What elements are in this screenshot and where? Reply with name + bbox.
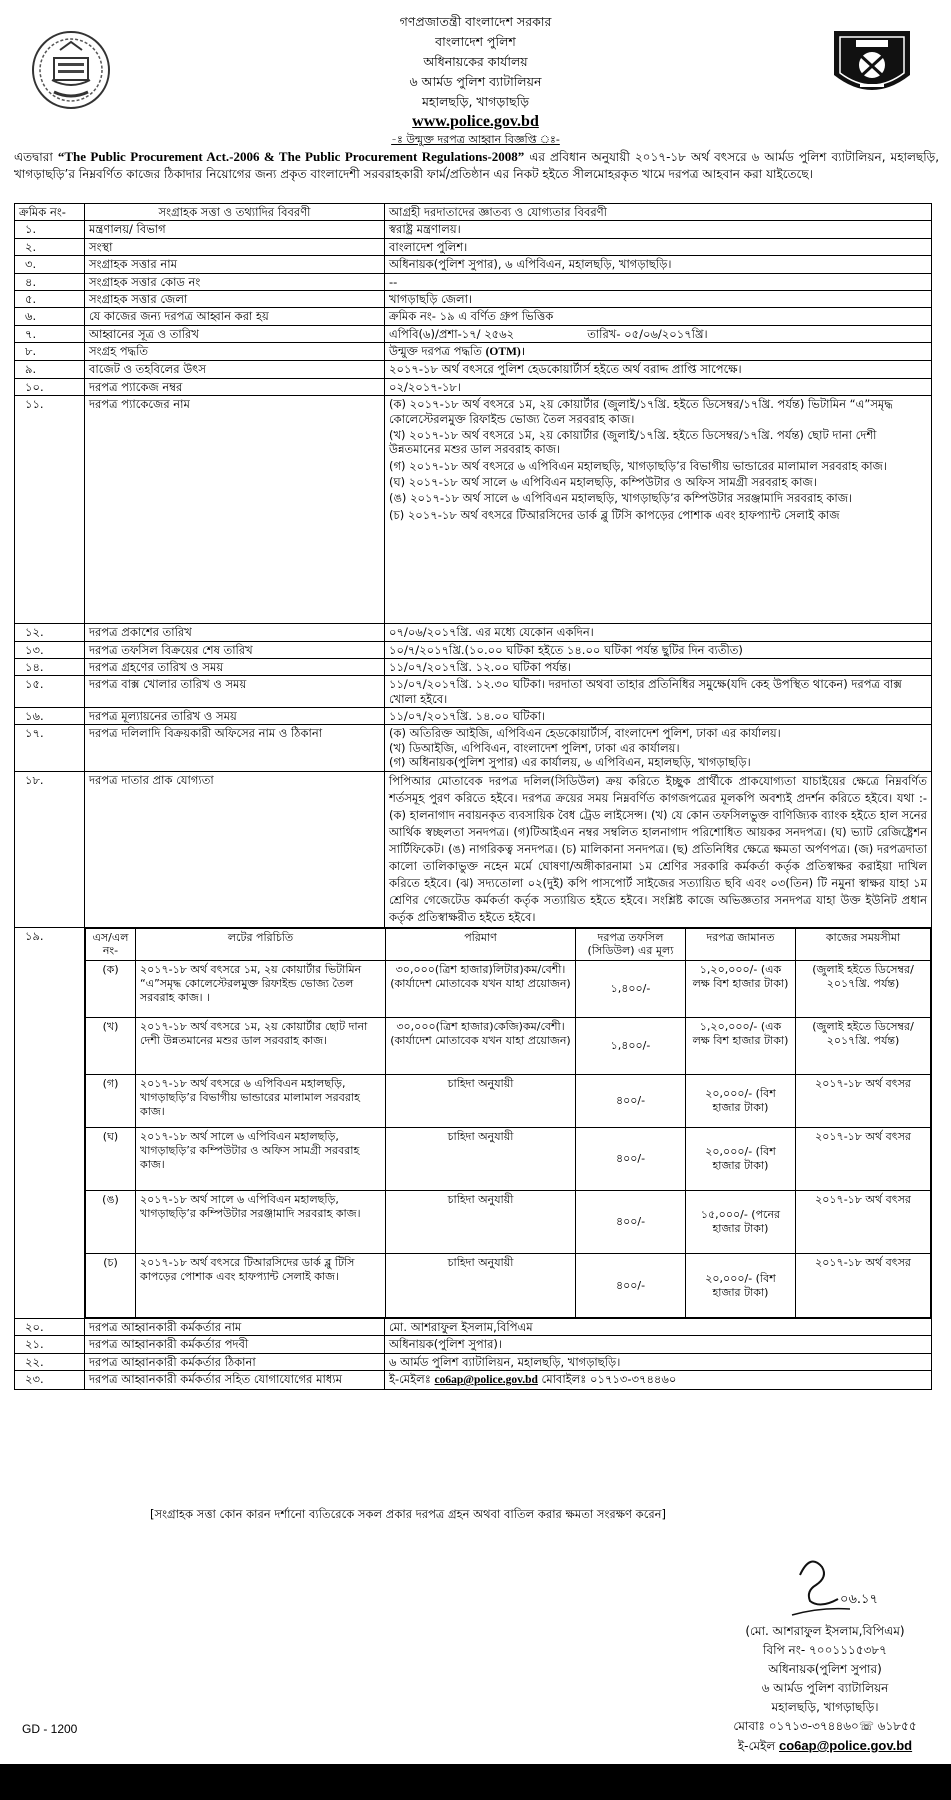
- row-serial: ৬.: [15, 308, 85, 325]
- row-serial: ১৮.: [15, 771, 85, 927]
- lot-no: (খ): [86, 1018, 136, 1075]
- table-row: [15, 624, 932, 641]
- list-item: (ঙ) ২০১৭-১৮ অর্থ সালে ৬ এপিবিএন মহালছড়ি, খাগড়াছড়ি’র কম্পিউটার সরঞ্জামাদি সরবরাহ কাজ।: [389, 491, 853, 506]
- table-row: [15, 708, 932, 725]
- lot-period: ২০১৭-১৮ অর্থ বৎসর: [796, 1075, 931, 1128]
- contact-email-link[interactable]: co6ap@police.gov.bd: [434, 1374, 538, 1387]
- row-serial: ১৭.: [15, 725, 85, 771]
- table-row-offices: [15, 725, 932, 771]
- signatory-bp: বিপি নং- ৭০০১১১৫৩৮৭: [763, 1643, 887, 1657]
- lot-desc: ২০১৭-১৮ অর্থ বৎসরে ১ম, ২য় কোয়ার্টার ছোট দানা দেশী উন্নতমানের মশুর ডাল সরবরাহ কাজ।: [136, 1018, 386, 1075]
- row-serial: ২০.: [15, 1319, 85, 1336]
- table-header-row: [15, 204, 932, 221]
- row-serial: ৩.: [15, 256, 85, 273]
- row-label: সংগ্রহ পদ্ধতি: [85, 343, 385, 361]
- signatory-email-link[interactable]: co6ap@police.gov.bd: [779, 1738, 913, 1753]
- contact-value: [385, 1371, 932, 1389]
- lot-no: (চ): [86, 1254, 136, 1318]
- signatory-name: (মো. আশরাফুল ইসলাম,বিপিএম): [745, 1624, 905, 1638]
- row-value: ২০১৭-১৮ অর্থ বৎসরে পুলিশ হেডকোয়ার্টার্স হইতে অর্থ বরাদ্দ প্রাপ্তি সাপেক্ষে।: [385, 361, 932, 378]
- intro-post: এর প্রবিধান অনুযায়ী ২০১৭-১৮ অর্থ বৎসরে ৬ আর্মড পুলিশ ব্যাটালিয়ন, মহালছড়ি, খাগড়াছড়ি’র নিম্নবর্ণিত কাজের ঠিকাদার নিয়োগের জন্য প্রকৃত বাংলাদেশী সরবরাহকারী ফার্ম/প্রতিষ্ঠান এর নিকট হইতে সীলমোহরকৃত খামে দরপত্র আহবান করা যাইতেছে।: [14, 150, 940, 181]
- row-serial: ১.: [15, 221, 85, 238]
- row-label: দরপত্র গ্রহণের তারিখ ও সময়: [85, 658, 385, 675]
- table-row: [15, 361, 932, 378]
- intro-pre: এতদ্বারা: [14, 150, 58, 164]
- table-row-packages: [15, 396, 932, 624]
- website-link[interactable]: www.police.gov.bd: [412, 113, 539, 130]
- row-serial: ১৩.: [15, 641, 85, 658]
- bottom-black-bar: [0, 1764, 951, 1800]
- row-value: ১১/০৭/২০১৭খ্রি. ১৪.০০ ঘটিকা।: [385, 708, 932, 725]
- header-info: আগ্রহী দরদাতাদের জ্ঞাতব্য ও যোগ্যতার বিবরণী: [385, 204, 932, 221]
- signature-date: ০৬.১৭: [840, 1592, 878, 1607]
- row-value: এপিবি(৬)/প্রশা-১৭/ ২৫৬২ তারিখ- ০৫/০৬/২০১৭খ্রি।: [385, 325, 932, 342]
- lot-security: ২০,০০০/- (বিশ হাজার টাকা): [686, 1128, 796, 1191]
- lot-price: ১,৪০০/-: [576, 961, 686, 1018]
- row-serial: ১৯.: [15, 927, 85, 1319]
- lot-period: ২০১৭-১৮ অর্থ বৎসর: [796, 1191, 931, 1254]
- method-otm: (OTM): [485, 346, 521, 358]
- row-serial: ১৫.: [15, 676, 85, 708]
- signature-block: [700, 1622, 950, 1756]
- lots-table: [85, 928, 931, 1319]
- lot-no: (ক): [86, 961, 136, 1018]
- row-serial: ৯.: [15, 361, 85, 378]
- lot-security: ২০,০০০/- (বিশ হাজার টাকা): [686, 1075, 796, 1128]
- lot-period: (জুলাই হইতে ডিসেম্বর/২০১৭খ্রি. পর্যন্ত): [796, 961, 931, 1018]
- table-row: [15, 256, 932, 273]
- lot-period: ২০১৭-১৮ অর্থ বৎসর: [796, 1128, 931, 1191]
- table-row-eligibility: [15, 771, 932, 927]
- table-row: [86, 961, 931, 1018]
- table-row: [15, 290, 932, 307]
- row-value: অধিনায়ক(পুলিশ সুপার)।: [385, 1336, 932, 1353]
- header-line-location: মহালছড়ি, খাগড়াছড়ি: [421, 94, 530, 109]
- lot-qty: চাহিদা অনুযায়ী: [386, 1254, 576, 1318]
- header-entity: সংগ্রাহক সত্তা ও তথ্যাদির বিবরণী: [85, 204, 385, 221]
- lot-qty: ৩০,০০০(ত্রিশ হাজার)লিটার)কম/বেশী। (কার্যাদেশ মোতাবেক যখন যাহা প্রয়োজন): [386, 961, 576, 1018]
- lot-price: ৪০০/-: [576, 1075, 686, 1128]
- row-label: দরপত্র আহ্বানকারী কর্মকর্তার সহিত যোগাযোগের মাধ্যম: [85, 1371, 385, 1389]
- table-row: [15, 273, 932, 290]
- lot-desc: ২০১৭-১৮ অর্থ বৎসরে ১ম, ২য় কোয়ার্টার ভিটামিন “এ”সমৃদ্ধ কোলেস্টেরলমুক্ত রিফাইন্ড ভোজ্য তৈল সরবরাহ কাজ। ।: [136, 961, 386, 1018]
- lot-qty: চাহিদা অনুযায়ী: [386, 1075, 576, 1128]
- table-row: [15, 343, 932, 361]
- row-label: দরপত্র প্যাকেজের নাম: [85, 396, 385, 624]
- row-label: মন্ত্রণালয়/ বিভাগ: [85, 221, 385, 238]
- table-row: [15, 308, 932, 325]
- row-serial: ৫.: [15, 290, 85, 307]
- lot-security: ১,২০,০০০/- (এক লক্ষ বিশ হাজার টাকা): [686, 961, 796, 1018]
- row-label: দরপত্র দলিলাদি বিক্রয়কারী অফিসের নাম ও ঠিকানা: [85, 725, 385, 771]
- row-serial: ১৬.: [15, 708, 85, 725]
- row-serial: ৪.: [15, 273, 85, 290]
- table-row: [15, 676, 932, 708]
- lot-price: ৪০০/-: [576, 1128, 686, 1191]
- intro-act: “The Public Procurement Act.-2006 & The Public Procurement Regulations-2008”: [57, 149, 525, 164]
- row-serial: ২৩.: [15, 1371, 85, 1389]
- list-item: (ক) অতিরিক্ত আইজি, এপিবিএন হেডকোয়ার্টার্স, বাংলাদেশ পুলিশ, ঢাকা এর কার্যালয়।: [389, 726, 781, 741]
- signatory-title: অধিনায়ক(পুলিশ সুপার): [768, 1662, 882, 1676]
- row-value: ১০/৭/২০১৭খ্রি.(১০.০০ ঘটিকা হইতে ১৪.০০ ঘটিকা পর্যন্ত ছুটির দিন ব্যতীত): [385, 641, 932, 658]
- office-list: [385, 725, 932, 771]
- row-label: বাজেট ও তহবিলের উৎস: [85, 361, 385, 378]
- table-row: [15, 658, 932, 675]
- row-label: দরপত্র আহ্বানকারী কর্মকর্তার নাম: [85, 1319, 385, 1336]
- row-value: --: [385, 273, 932, 290]
- list-item: (খ) ডিআইজি, এপিবিএন, বাংলাদেশ পুলিশ, ঢাকা এর কার্যালয়।: [389, 740, 680, 755]
- tender-table: [14, 203, 932, 1390]
- row-value: অধিনায়ক(পুলিশ সুপার), ৬ এপিবিএন, মহালছড়ি, খাগড়াছড়ি।: [385, 256, 932, 273]
- header-line-govt: গণপ্রজাতন্ত্রী বাংলাদেশ সরকার: [399, 14, 552, 29]
- lot-price: ৪০০/-: [576, 1254, 686, 1318]
- table-row: [86, 1191, 931, 1254]
- lots-header-security: দরপত্র জামানত: [686, 928, 796, 961]
- table-row: [86, 1075, 931, 1128]
- row-value: খাগড়াছড়ি জেলা।: [385, 290, 932, 307]
- row-label: সংগ্রাহক সত্তার কোড নং: [85, 273, 385, 290]
- lot-desc: ২০১৭-১৮ অর্থ সালে ৬ এপিবিএন মহালছড়ি, খাগড়াছড়ি’র কম্পিউটার সরঞ্জামাদি সরবরাহ কাজ।: [136, 1191, 386, 1254]
- lot-desc: ২০১৭-১৮ অর্থ বৎসরে টিআরসিদের ডার্ক ব্লু টিসি কাপড়ের পোশাক এবং হাফপ্যান্ট সেলাই কাজ।: [136, 1254, 386, 1318]
- table-row: [86, 1128, 931, 1191]
- row-value: ১১/০৭/২০১৭খ্রি. ১২.০০ ঘটিকা পর্যন্ত।: [385, 658, 932, 675]
- header-serial: ক্রমিক নং-: [15, 204, 85, 221]
- table-row: [15, 378, 932, 395]
- method-end: ।: [520, 344, 526, 358]
- row-value: ৬ আর্মড পুলিশ ব্যাটালিয়ন, মহালছড়ি, খাগড়াছড়ি।: [385, 1353, 932, 1370]
- lot-qty: চাহিদা অনুযায়ী: [386, 1191, 576, 1254]
- row-label: দরপত্র তফসিল বিক্রয়ের শেষ তারিখ: [85, 641, 385, 658]
- row-value: ১১/০৭/২০১৭খ্রি. ১২.৩০ ঘটিকা। দরদাতা অথবা তাহার প্রতিনিধির সমুক্ষে(যদি কেহ উপস্থিত থাকেন) দরপত্র বাক্স খোলা হইবে।: [385, 676, 932, 708]
- notice-title: -ঃ উন্মুক্ত দরপত্র আহ্বান বিজ্ঞপ্তি ঃ-: [391, 133, 560, 146]
- row-value: ০২/২০১৭-১৮।: [385, 378, 932, 395]
- lot-period: ২০১৭-১৮ অর্থ বৎসর: [796, 1254, 931, 1318]
- method-text: উন্মুক্ত দরপত্র পদ্ধতি: [389, 344, 482, 358]
- row-label: দরপত্র দাতার প্রাক যোগ্যতা: [85, 771, 385, 927]
- table-row: [15, 1319, 932, 1336]
- row-serial: ৭.: [15, 325, 85, 342]
- row-serial: ২.: [15, 238, 85, 255]
- row-label: দরপত্র প্রকাশের তারিখ: [85, 624, 385, 641]
- contact-phone: মোবাইলঃ ০১৭১৩-৩৭৪৪৬০: [537, 1372, 677, 1387]
- lot-no: (ঘ): [86, 1128, 136, 1191]
- row-value: স্বরাষ্ট্র মন্ত্রণালয়।: [385, 221, 932, 238]
- table-row: [15, 238, 932, 255]
- lots-header-qty: পরিমাণ: [386, 928, 576, 961]
- list-item: (চ) ২০১৭-১৮ অর্থ বৎসরে টিআরসিদের ডার্ক ব্লু টিসি কাপড়ের পোশাক এবং হাফপ্যান্ট সেলাই কাজ: [389, 507, 840, 522]
- lot-qty: ৩০,০০০(ত্রিশ হাজার)কেজি)কম/বেশী। (কার্যাদেশ মোতাবেক যখন যাহা প্রয়োজন): [386, 1018, 576, 1075]
- row-serial: ২১.: [15, 1336, 85, 1353]
- row-label: সংস্থা: [85, 238, 385, 255]
- lots-header-desc: লটের পরিচিতি: [136, 928, 386, 961]
- row-label: দরপত্র আহ্বানকারী কর্মকর্তার পদবী: [85, 1336, 385, 1353]
- row-serial: ১২.: [15, 624, 85, 641]
- signatory-email-label: ই-মেইল: [737, 1739, 780, 1753]
- footnote: [সংগ্রাহক সত্তা কোন কারন দর্শানো ব্যতিরেকে সকল প্রকার দরপত্র গ্রহন অথবা বাতিল করার ক্ষমতা সংরক্ষণ করেন]: [150, 1507, 667, 1521]
- email-label: ই-মেইলঃ: [389, 1372, 435, 1387]
- table-row: [15, 1336, 932, 1353]
- intro-paragraph: [14, 148, 939, 183]
- lot-security: ১৫,০০০/- (পনের হাজার টাকা): [686, 1191, 796, 1254]
- lot-desc: ২০১৭-১৮ অর্থ বৎসরে ৬ এপিবিএন মহালছড়ি, খাগড়াছড়ি’র বিভাগীয় ভান্ডারের মালামাল সরবরাহ কাজ।: [136, 1075, 386, 1128]
- row-label: দরপত্র আহ্বানকারী কর্মকর্তার ঠিকানা: [85, 1353, 385, 1370]
- table-row: [15, 1353, 932, 1370]
- signatory-unit: ৬ আর্মড পুলিশ ব্যাটালিয়ন: [761, 1681, 889, 1695]
- row-value: ০৭/০৬/২০১৭খ্রি. এর মধ্যে যেকোন একদিন।: [385, 624, 932, 641]
- table-row: [15, 221, 932, 238]
- lot-security: ২০,০০০/- (বিশ হাজার টাকা): [686, 1254, 796, 1318]
- signatory-location: মহালছড়ি, খাগড়াছড়ি।: [771, 1700, 879, 1714]
- table-row: [15, 325, 932, 342]
- signatory-email-row: [700, 1736, 950, 1756]
- eligibility-text: পিপিআর মোতাবেক দরপত্র দলিল(সিডিউল) ক্রয় করিতে ইচ্ছুক প্রার্থীকে প্রাকযোগ্যতা যাচাইয়ের ক্ষেত্রে নিম্নবর্ণিত শর্তসমূহ পুরণ করিতে হইবে। দরপত্র ক্রয়ের সময় নিম্নবর্ণিত কাগজপত্রের মূলকপি অবশ্যই প্রদর্শন করিতে হইবে। যথা :- (ক) হালনাগাদ নবায়নকৃত ব্যবসায়িক বৈধ ট্রেড লাইসেন্স। (খ) যে কোন তফসিলভুক্ত বাণিজ্যিক ব্যাংক হইতে হাল সনের আর্থিক স্বচ্ছলতা সনদপত্র। (গ)টিআইএন নম্বর সম্বলিত হালনাগাদ পরিশোধিত আয়কর সনদপত্র। (ঘ) ভ্যাট রেজিষ্ট্রেশন সার্টিফিকেট। (ঙ) নাগরিকত্ব সনদপত্র। (চ) মালিকানা সনদপত্র। (ছ) প্রতিনিধির ক্ষেত্রে ক্ষমতা অর্পণপত্র। (জ) দরপত্রদাতা কালো তালিকাভুক্ত নহেন মর্মে ঘোষণা/অঙ্গীকারনামা ১ম শ্রেণির সরকারি কর্মকর্তা কর্তৃক প্রতিস্বাক্ষর করাইয়া দাখিল করিতে হইবে। (ঝ) সদ্যতোলা ০২(দুই) কপি পাসপোর্ট সাইজের সত্যায়িত ছবি এবং ০৩(তিন) টি নমুনা স্বাক্ষর যাহা ১ম শ্রেণির গেজেটেড কর্মকর্তা কর্তৃক সত্যায়িত হইতে হইবে। সংশ্লিষ্ট কাজে অভিজ্ঞতার সনদপত্র যাহা উক্ত ইউনিট প্রধান কর্তৃক প্রতিস্বাক্ষরীত হইতে হইবে।: [385, 771, 932, 927]
- list-item: (ক) ২০১৭-১৮ অর্থ বৎসরে ১ম, ২য় কোয়ার্টার (জুলাই/১৭খ্রি. হইতে ডিসেম্বর/১৭খ্রি. পর্যন্ত) ভিটামিন “এ”সমৃদ্ধ কোলেস্টেরলমুক্ত রিফাইন্ড ভোজ্য তৈল সরবরাহ কাজ।: [389, 397, 893, 426]
- row-value: বাংলাদেশ পুলিশ।: [385, 238, 932, 255]
- lot-security: ১,২০,০০০/- (এক লক্ষ বিশ হাজার টাকা): [686, 1018, 796, 1075]
- lots-cell: [85, 927, 932, 1319]
- list-item: (খ) ২০১৭-১৮ অর্থ বৎসরে ১ম, ২য় কোয়ার্টার (জুলাই/১৭খ্রি. হইতে ডিসেম্বর/১৭খ্রি. পর্যন্ত) ছোট দানা দেশী উন্নতমানের মশুর ডাল সরবরাহ কাজ।: [389, 427, 877, 457]
- list-item: (গ) অধিনায়ক(পুলিশ সুপার) এর কার্যালয়, ৬ এপিবিএন, মহালছড়ি, খাগড়াছড়ি।: [389, 755, 751, 770]
- lot-price: ৪০০/-: [576, 1191, 686, 1254]
- table-row-contact: [15, 1371, 932, 1389]
- row-label: সংগ্রাহক সত্তার নাম: [85, 256, 385, 273]
- row-serial: ১৪.: [15, 658, 85, 675]
- lot-price: ১,৪০০/-: [576, 1018, 686, 1075]
- lots-header-row: [86, 928, 931, 961]
- list-item: (ঘ) ২০১৭-১৮ অর্থ সালে ৬ এপিবিএন মহালছড়ি, কম্পিউটার ও অফিস সামগ্রী সরবরাহ কাজ।: [389, 475, 817, 489]
- table-row: [15, 641, 932, 658]
- table-row-lots: [15, 927, 932, 1319]
- lots-header-price: দরপত্র তফসিল (সিডিউল) এর মূল্য: [576, 928, 686, 961]
- lot-no: (গ): [86, 1075, 136, 1128]
- table-row: [86, 1018, 931, 1075]
- row-label: আহ্বানের সূত্র ও তারিখ: [85, 325, 385, 342]
- row-value: ক্রমিক নং- ১৯ এ বর্ণিত গ্রুপ ভিত্তিক: [385, 308, 932, 325]
- row-label: দরপত্র মূল্যায়নের তারিখ ও সময়: [85, 708, 385, 725]
- header-line-battalion: ৬ আর্মড পুলিশ ব্যাটালিয়ন: [409, 74, 542, 89]
- row-label: দরপত্র প্যাকেজ নম্বর: [85, 378, 385, 395]
- row-label: দরপত্র বাক্স খোলার তারিখ ও সময়: [85, 676, 385, 708]
- row-serial: ১১.: [15, 396, 85, 624]
- row-serial: ৮.: [15, 343, 85, 361]
- lots-header-no: এস/এল নং-: [86, 928, 136, 961]
- row-serial: ২২.: [15, 1353, 85, 1370]
- lot-desc: ২০১৭-১৮ অর্থ সালে ৬ এপিবিএন মহালছড়ি, খাগড়াছড়ি’র কম্পিউটার ও অফিস সামগ্রী সরবরাহ কাজ।: [136, 1128, 386, 1191]
- lot-no: (ঙ): [86, 1191, 136, 1254]
- header-line-office: অধিনায়কের কার্যালয়: [423, 54, 528, 69]
- lots-header-period: কাজের সময়সীমা: [796, 928, 931, 961]
- row-value: [385, 343, 932, 361]
- row-value: মো. আশরাফুল ইসলাম,বিপিএম: [385, 1319, 932, 1336]
- lot-period: (জুলাই হইতে ডিসেম্বর/২০১৭খ্রি. পর্যন্ত): [796, 1018, 931, 1075]
- table-row: [86, 1254, 931, 1318]
- header-line-police: বাংলাদেশ পুলিশ: [435, 34, 516, 49]
- handwritten-signature: [780, 1545, 870, 1620]
- row-serial: ১০.: [15, 378, 85, 395]
- row-label: সংগ্রাহক সত্তার জেলা: [85, 290, 385, 307]
- row-label: যে কাজের জন্য দরপত্র আহ্বান করা হয়: [85, 308, 385, 325]
- package-list: [385, 396, 932, 624]
- list-item: (গ) ২০১৭-১৮ অর্থ বৎসরে ৬ এপিবিএন মহালছড়ি, খাগড়াছড়ি’র বিভাগীয় ভান্ডারের মালামাল সরবরাহ কাজ।: [389, 458, 887, 473]
- header: [0, 12, 951, 148]
- document-code: GD - 1200: [22, 1722, 78, 1736]
- signatory-phone: মোবাঃ ০১৭১৩-৩৭৪৪৬০☏ ৬১৮৫৫: [733, 1719, 917, 1733]
- lot-qty: চাহিদা অনুযায়ী: [386, 1128, 576, 1191]
